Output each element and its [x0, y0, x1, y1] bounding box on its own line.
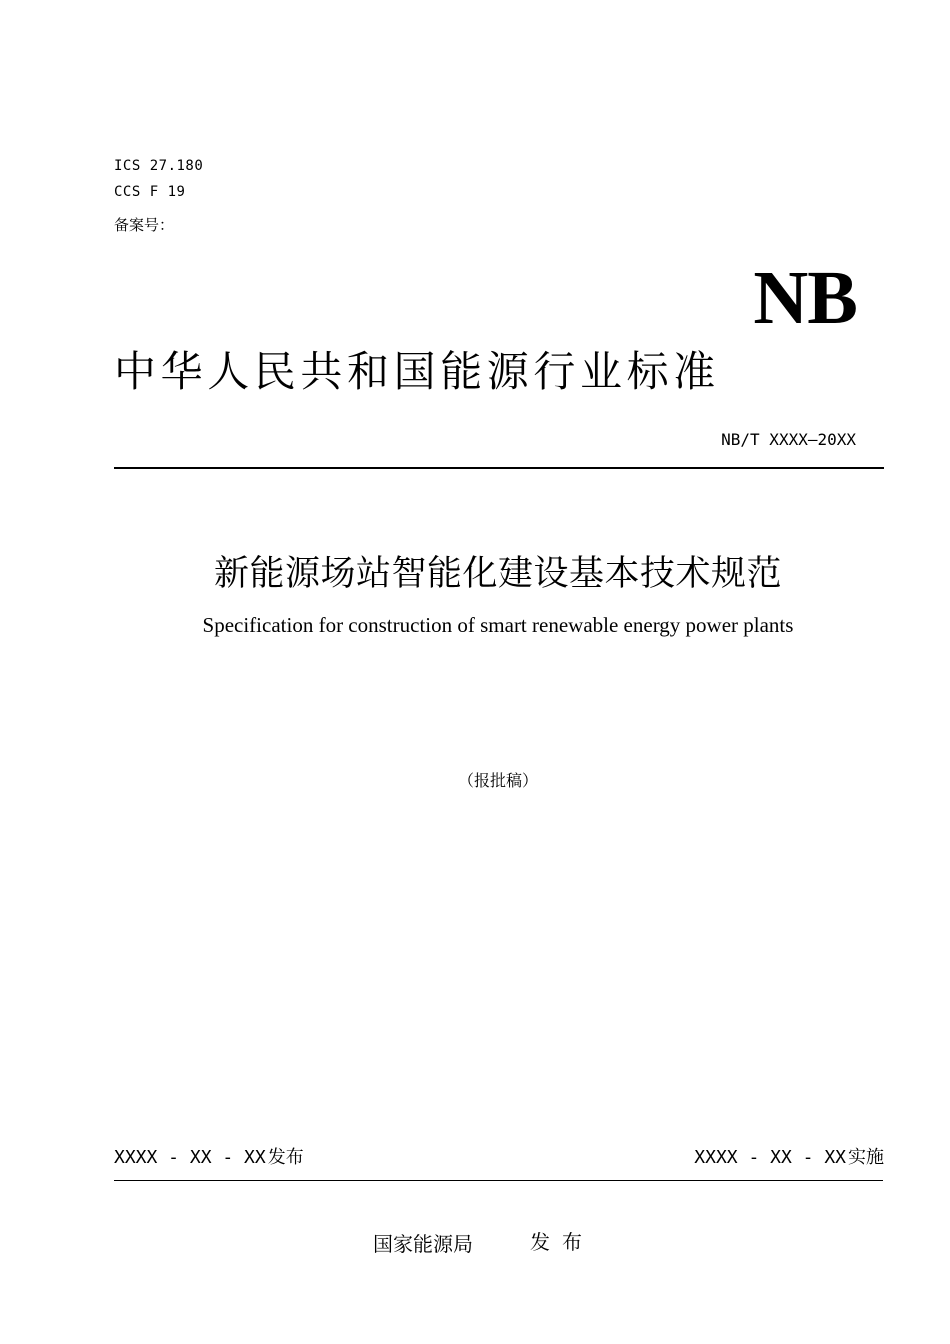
- ccs-code: CCS F 19: [114, 184, 186, 200]
- document-title-chinese: 新能源场站智能化建设基本技术规范: [213, 554, 782, 594]
- implement-date-line: [694, 1146, 884, 1170]
- release-label: 发布: [267, 1147, 304, 1168]
- standard-category-title: 中华人民共和国能源行业标准: [114, 347, 720, 396]
- header-divider: [114, 467, 884, 469]
- ics-code: ICS 27.180: [114, 158, 204, 174]
- issuing-authority: 国家能源局: [373, 1232, 473, 1256]
- filing-number-label: 备案号：: [114, 216, 175, 234]
- standard-mark: NB: [753, 256, 857, 340]
- document-title-english: Specification for construction of smart renewable energy power plants: [202, 613, 794, 637]
- implement-date: XXXX - XX - XX: [694, 1147, 846, 1168]
- release-date-line: [114, 1146, 304, 1170]
- release-date: XXXX - XX - XX: [114, 1147, 266, 1168]
- standard-number: NB/T XXXX—20XX: [721, 430, 856, 449]
- draft-status: （报批稿）: [457, 771, 538, 790]
- footer-divider: [114, 1180, 883, 1181]
- implement-label: 实施: [848, 1147, 884, 1168]
- issue-label: 发布: [530, 1230, 594, 1254]
